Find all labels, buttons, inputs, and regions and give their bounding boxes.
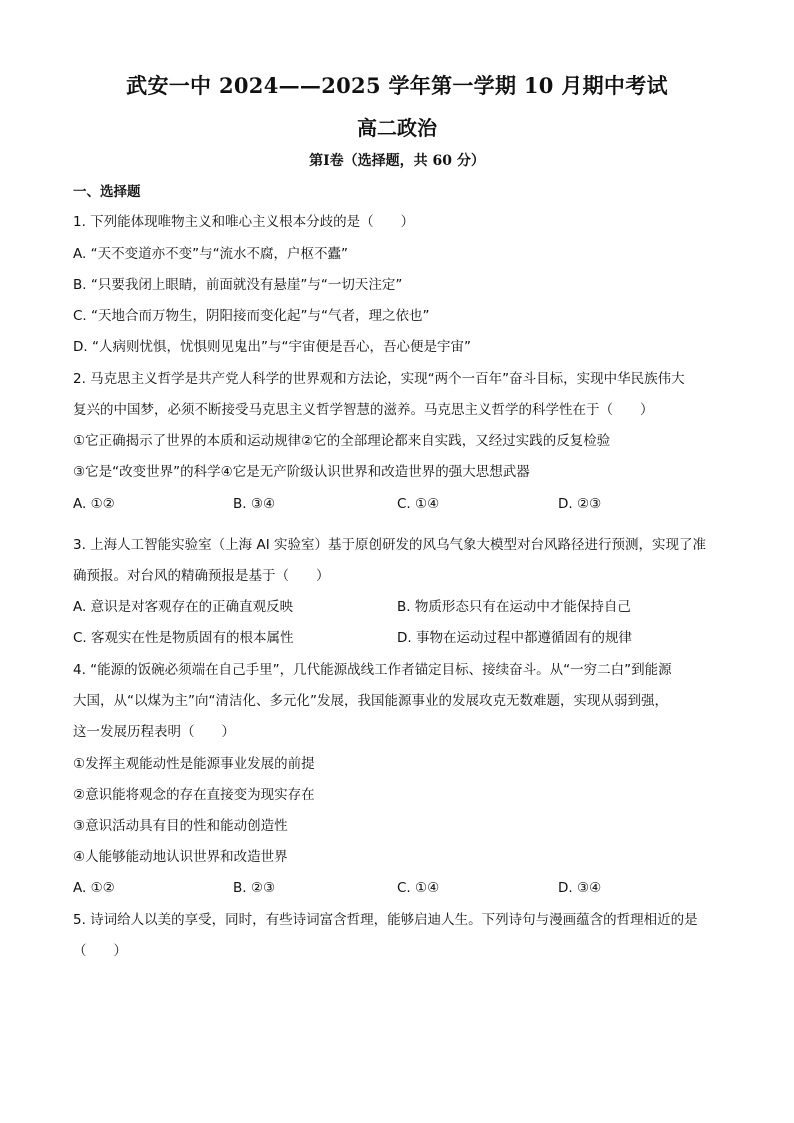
q4-option-a: A. ①② [73,880,115,896]
q3-stem-line2: 确预报。对台风的精确预报是基于（ ） [73,568,330,584]
q5-stem-line2: （ ） [73,943,127,959]
q2-statement-1: ①它正确揭示了世界的本质和运动规律②它的全部理论都来自实践，又经过实践的反复检验 [73,433,611,449]
q2-stem-line1: 2. 马克思主义哲学是共产党人科学的世界观和方法论，实现“两个一百年”奋斗目标，实现中华民族伟大 [73,371,685,387]
q4-stem-line2: 大国，从“以煤为主”向“清洁化、多元化”发展，我国能源事业的发展攻克无数难题，实现从弱到强， [73,693,668,709]
q2-stem-line2: 复兴的中国梦，必须不断接受马克思主义哲学智慧的滋养。马克思主义哲学的科学性在于（ ） [73,402,654,418]
q5-stem-line1: 5. 诗词给人以美的享受，同时，有些诗词富含哲理，能够启迪人生。下列诗句与漫画蕴含的哲理相近的是 [73,912,698,928]
q3-option-b: B. 物质形态只有在运动中才能保持自己 [397,599,631,615]
q1-option-c: C. “天地合而万物生，阴阳接而变化起”与“气者，理之依也” [73,308,430,324]
q1-option-d: D. “人病则忧惧，忧惧则见鬼出”与“宇宙便是吾心，吾心便是宇宙” [73,339,471,355]
q2-option-b: B. ③④ [233,496,276,512]
q1-stem: 1. 下列能体现唯物主义和唯心主义根本分歧的是（ ） [73,214,415,230]
q2-statement-2: ③它是“改变世界”的科学④它是无产阶级认识世界和改造世界的强大思想武器 [73,464,530,480]
q3-option-c: C. 客观实在性是物质固有的根本属性 [73,630,294,646]
q4-option-b: B. ②③ [233,880,276,896]
q3-option-d: D. 事物在运动过程中都遵循固有的规律 [397,630,632,646]
q2-option-d: D. ②③ [558,496,602,512]
q3-option-a: A. 意识是对客观存在的正确直观反映 [73,599,294,615]
subject-title: 高二政治 [357,116,437,140]
q4-option-d: D. ③④ [558,880,602,896]
q4-stem-line3: 这一发展历程表明（ ） [73,724,235,740]
q4-option-c: C. ①④ [397,880,440,896]
q2-option-c: C. ①④ [397,496,440,512]
q1-option-b: B. “只要我闭上眼睛，前面就没有悬崖”与“一切天注定” [73,277,403,293]
q4-statement-4: ④人能够能动地认识世界和改造世界 [73,849,288,865]
q4-statement-2: ②意识能将观念的存在直接变为现实存在 [73,787,315,803]
section-heading: 一、选择题 [73,184,141,200]
q2-option-a: A. ①② [73,496,115,512]
exam-title: 武安一中 2024——2025 学年第一学期 10 月期中考试 [126,73,668,98]
q4-stem-line1: 4. “能源的饭碗必须端在自己手里”，几代能源战线工作者锚定目标、接续奋斗。从“一穷二白”到能源 [73,662,672,678]
q1-option-a: A. “天不变道亦不变”与“流水不腐，户枢不蠹” [73,246,349,262]
part-title: 第Ⅰ卷（选择题，共 60 分） [309,153,485,169]
q3-stem-line1: 3. 上海人工智能实验室（上海 AI 实验室）基于原创研发的风乌气象大模型对台风路径进行预测，实现了准 [73,537,706,553]
q4-statement-3: ③意识活动具有目的性和能动创造性 [73,818,288,834]
q4-statement-1: ①发挥主观能动性是能源事业发展的前提 [73,756,315,772]
